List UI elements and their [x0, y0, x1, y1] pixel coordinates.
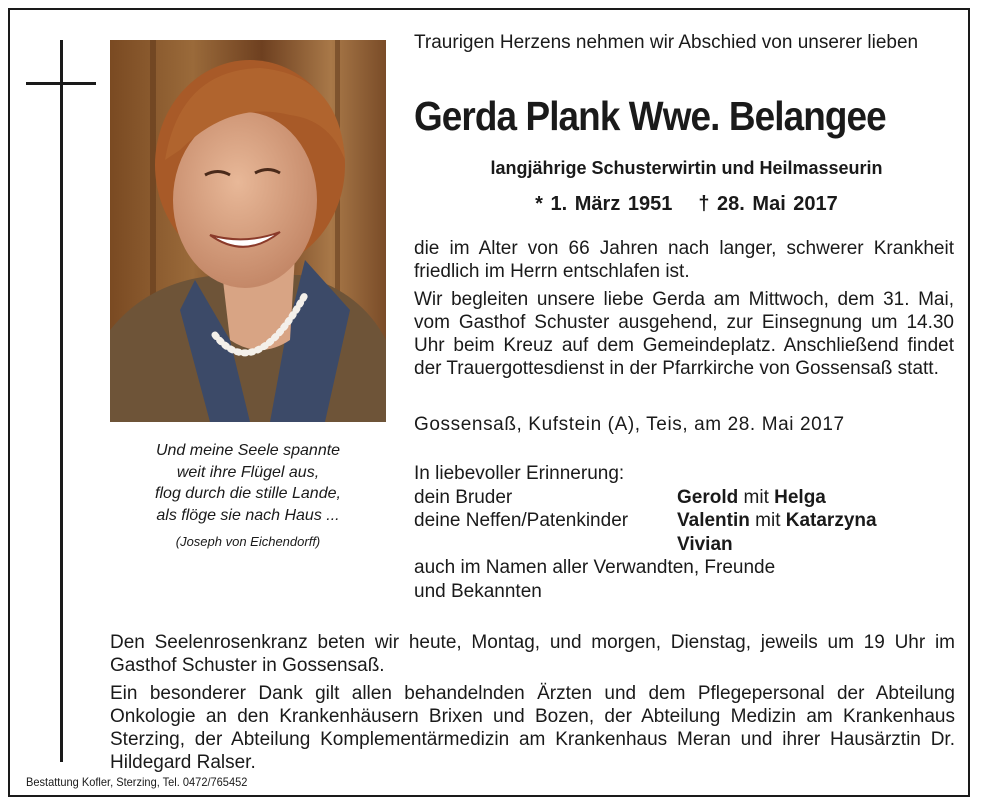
portrait-photo	[110, 40, 386, 422]
nephew-partner-name: Katarzyna	[785, 510, 877, 531]
cross-vertical-bar	[60, 40, 63, 762]
closing-line: auch im Namen aller Verwandten, Freunde	[414, 557, 776, 578]
deceased-name: Gerda Plank Wwe. Belangee	[414, 93, 886, 139]
life-dates	[414, 193, 959, 216]
birth-date: * 1. März 1951	[535, 193, 673, 215]
deceased-occupation: langjährige Schusterwirtin und Heilmasseurin	[490, 158, 883, 178]
funeral-paragraph: Wir begleiten unsere liebe Gerda am Mittwoch, dem 31. Mai, vom Gasthof Schuster ausgehend, zur Einsegnung um 14.30 Uhr beim Kreuz auf dem Gemeindeplatz. Anschließend findet der Trauergottesdienst in der Pfarrkirche von Gossensaß statt.	[414, 289, 954, 379]
poem-line: Und meine Seele spannte	[155, 442, 341, 459]
brother-label: dein Bruder	[414, 486, 513, 508]
mourners-list	[414, 462, 959, 603]
cross-horizontal-bar	[26, 82, 96, 85]
death-date: † 28. Mai 2017	[698, 193, 838, 215]
with-word: mit	[755, 510, 781, 531]
brother-name: Gerold	[677, 486, 739, 508]
poem-line: weit ihre Flügel aus,	[176, 463, 320, 481]
rosary-paragraph: Den Seelenrosenkranz beten wir heute, Montag, und morgen, Dienstag, jeweils um 19 Uhr im Gasthof Schuster in Gossensaß.	[110, 632, 955, 676]
nephew-name: Valentin	[677, 510, 750, 531]
place-and-date: Gossensaß, Kufstein (A), Teis, am 28. Mai 2017	[414, 414, 845, 435]
family-heading: In liebevoller Erinnerung:	[414, 463, 625, 484]
with-word: mit	[743, 486, 769, 508]
thanks-paragraph: Ein besonderer Dank gilt allen behandelnden Ärzten und dem Pflegepersonal der Abteilung Onkologie an den Krankenhäusern Brixen und Bozen, der Abteilung Medizin am Krankenhaus Sterzing, der Abteilung Komplementärmedizin am Krankenhaus Meran und ihrer Hausärztin Dr. Hildegard Ralser.	[110, 683, 955, 773]
intro-text: Traurigen Herzens nehmen wir Abschied von unserer lieben	[414, 32, 919, 53]
announcement-body	[414, 237, 954, 385]
closing-line: und Bekannten	[414, 580, 542, 602]
nephews-label: deine Neffen/Patenkinder	[414, 510, 629, 531]
brother-partner-name: Helga	[774, 486, 826, 508]
poem-line: flog durch die stille Lande,	[155, 485, 341, 502]
poem-line: als flöge sie nach Haus ...	[156, 506, 340, 524]
nephew-name: Vivian	[677, 533, 733, 555]
poem-author: (Joseph von Eichendorff)	[175, 534, 321, 549]
funeral-home-credit: Bestattung Kofler, Sterzing, Tel. 0472/765452	[26, 775, 248, 789]
bottom-notices	[110, 631, 955, 779]
passing-paragraph: die im Alter von 66 Jahren nach langer, schwerer Krankheit friedlich im Herrn entschlafen ist.	[414, 238, 954, 282]
poem-quote	[110, 440, 386, 553]
